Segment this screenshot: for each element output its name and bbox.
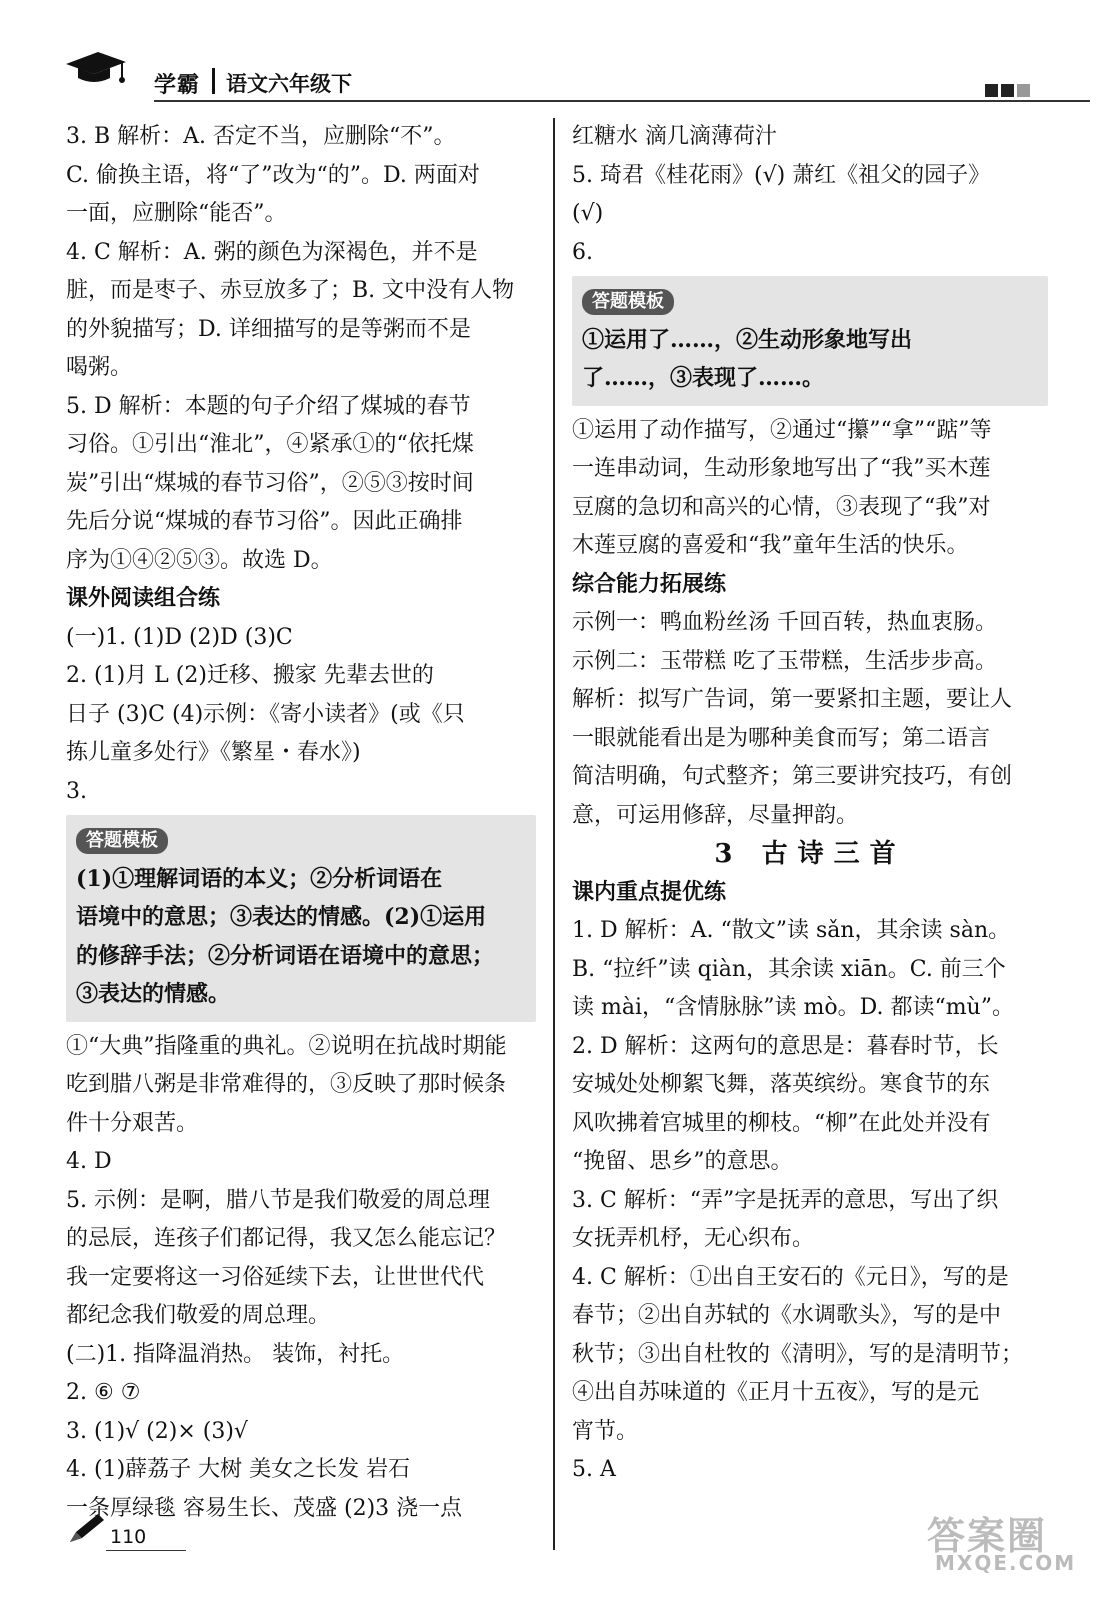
answer-block-b (66, 619, 536, 812)
text-line: 1. D 解析：A. “散文”读 sǎn，其余读 sàn。 (572, 918, 1011, 943)
text-line: “挽留、思乡”的意思。 (572, 1149, 793, 1174)
text-line: ④出自苏味道的《正月十五夜》，写的是元 (572, 1380, 980, 1405)
section-title: 课内重点提优练 (572, 879, 727, 905)
column-divider (553, 118, 555, 1550)
text-line: 解析：拟写广告词，第一要紧扣主题，要让人 (572, 687, 1013, 712)
text-line: 2. D 解析：这两句的意思是：暮春时节，长 (572, 1033, 999, 1059)
text-line: 的忌辰，连孩子们都记得，我又怎么能忘记？ (66, 1226, 507, 1251)
text-line: (√) (572, 201, 604, 226)
text-line: 一眼就能看出是为哪种美食而写；第二语言 (572, 725, 991, 751)
template-line: ①运用了……，②生动形象地写出 (582, 326, 913, 353)
text-line: 安城处处柳絮飞舞，落英缤纷。寒食节的东 (572, 1072, 991, 1097)
text-line: 风吹拂着宫城里的柳枝。“柳”在此处并没有 (572, 1110, 991, 1136)
text-line: 5. D 解析：本题的句子介绍了煤城的春节 (66, 393, 471, 419)
text-line: 红糖水 滴几滴薄荷汁 (572, 124, 777, 149)
text-line: 喝粥。 (66, 355, 133, 380)
answer-block-b (572, 412, 1048, 566)
template-line: ③表达的情感。 (76, 981, 231, 1007)
text-line: 脏，而是枣子、赤豆放多了；B. 文中没有人物 (66, 278, 515, 303)
template-line: (1)①理解词语的本义；②分析词语在 (76, 865, 443, 892)
text-line: 女抚弄机杼，无心织布。 (572, 1226, 815, 1251)
text-line: 5. A (572, 1457, 616, 1482)
answer-block-c (572, 604, 1048, 835)
text-line: (二)1. 指降温消热。 装饰，衬托。 (66, 1341, 405, 1367)
page-footer (66, 1512, 176, 1552)
text-line: 2. ⑥ ⑦ (66, 1380, 141, 1405)
watermark-logo: 答案圈 MXQE.COM (927, 1514, 1077, 1575)
text-line: 一连串动词，生动形象地写出了“我”买木莲 (572, 456, 991, 481)
left-column (66, 118, 536, 1528)
answer-block-c (66, 1028, 536, 1529)
text-line: 炭”引出“煤城的春节习俗”，②⑤③按时间 (66, 470, 474, 496)
section-title: 课外阅读组合练 (66, 586, 221, 611)
brand-logo: 学霸 (154, 73, 201, 98)
text-line: 4. C 解析：①出自王安石的《元日》，写的是 (572, 1264, 1009, 1290)
footer-rule (106, 1550, 186, 1551)
text-line: 日子 (3)C (4)示例：《寄小读者》(或《只 (66, 701, 465, 727)
answer-template-box (66, 815, 536, 1022)
text-line: 5. 琦君《桂花雨》(√) 萧红《祖父的园子》 (572, 162, 991, 188)
text-line: 春节；②出自苏轼的《水调歌头》，写的是中 (572, 1303, 1002, 1328)
text-line: 的外貌描写；D. 详细描写的是等粥而不是 (66, 316, 471, 342)
text-line: 意，可运用修辞，尽量押韵。 (572, 802, 859, 828)
text-line: 5. 示例：是啊，腊八节是我们敬爱的周总理 (66, 1187, 490, 1213)
answer-template-box (572, 276, 1048, 406)
template-line: 了……，③表现了……。 (582, 365, 825, 391)
text-line: 示例二：玉带糕 吃了玉带糕，生活步步高。 (572, 648, 997, 674)
text-line: (一)1. (1)D (2)D (3)C (66, 624, 293, 650)
text-line: 3. B 解析：A. 否定不当，应删除“不”。 (66, 124, 456, 149)
template-tag: 答题模板 (76, 828, 168, 854)
text-line: 我一定要将这一习俗延续下去，让世世代代 (66, 1264, 485, 1290)
answer-block-a (66, 118, 536, 580)
text-line: 6. (572, 239, 593, 265)
text-line: 序为①④②⑤③。故选 D。 (66, 547, 333, 573)
text-line: 一条厚绿毯 容易生长、茂盛 (2)3 浇一点 (66, 1495, 463, 1521)
text-line: 豆腐的急切和高兴的心情，③表现了“我”对 (572, 494, 991, 520)
text-line: 3. (66, 778, 87, 804)
template-line: 的修辞手法；②分析词语在语境中的意思； (76, 942, 495, 969)
text-line: 3. C 解析：“弄”字是抚弄的意思，写出了织 (572, 1187, 999, 1213)
text-line: 木莲豆腐的喜爱和“我”童年生活的快乐。 (572, 533, 969, 558)
text-line: 秋节；③出自杜牧的《清明》，写的是清明节； (572, 1341, 1024, 1367)
text-line: 4. (1)薜荔子 大树 美女之长发 岩石 (66, 1457, 411, 1482)
text-line: 先后分说“煤城的春节习俗”。因此正确排 (66, 509, 463, 534)
template-line: 语境中的意思；③表达的情感。(2)①运用 (76, 904, 487, 930)
page-number: 110 (110, 1526, 147, 1548)
text-line: 拣儿童多处行》《繁星・春水》) (66, 740, 361, 765)
chapter-title: 3 古诗三首 (714, 839, 906, 869)
right-column (572, 118, 1048, 1490)
text-line: 示例一：鸭血粉丝汤 千回百转，热血衷肠。 (572, 610, 997, 635)
text-line: ①“大典”指隆重的典礼。②说明在抗战时期能 (66, 1033, 507, 1059)
section-title: 综合能力拓展练 (572, 571, 727, 597)
answer-block-d (572, 912, 1048, 1490)
header-rule (154, 100, 1090, 102)
text-line: 4. D (66, 1149, 112, 1174)
text-line: C. 偷换主语，将“了”改为“的”。D. 两面对 (66, 162, 480, 188)
pencil-icon (66, 1512, 106, 1546)
text-line: ①运用了动作描写，②通过“攥”“拿”“踮”等 (572, 417, 992, 443)
text-line: 都纪念我们敬爱的周总理。 (66, 1303, 331, 1328)
text-line: 4. C 解析：A. 粥的颜色为深褐色，并不是 (66, 239, 478, 265)
text-line: 吃到腊八粥是非常难得的，③反映了那时候条 (66, 1072, 507, 1097)
template-tag: 答题模板 (582, 289, 674, 315)
header-squares-icon (985, 84, 1030, 97)
text-line: 习俗。①引出“淮北”，④紧承①的“依托煤 (66, 432, 474, 457)
text-line: B. “拉纤”读 qiàn，其余读 xiān。C. 前三个 (572, 956, 1006, 982)
answer-block-a (572, 118, 1048, 272)
text-line: 读 mài，“含情脉脉”读 mò。D. 都读“mù”。 (572, 995, 1014, 1020)
text-line: 件十分艰苦。 (66, 1110, 199, 1136)
header-divider (212, 68, 215, 94)
text-line: 宵节。 (572, 1418, 639, 1444)
text-line: 简洁明确，句式整齐；第三要讲究技巧，有创 (572, 764, 1013, 789)
text-line: 一面，应删除“能否”。 (66, 201, 287, 226)
text-line: 3. (1)√ (2)× (3)√ (66, 1418, 248, 1444)
text-line: 2. (1)月 L (2)迁移、搬家 先辈去世的 (66, 663, 434, 688)
subject-title: 语文六年级下 (226, 72, 352, 96)
page-header (60, 42, 1050, 102)
graduation-cap-icon (64, 48, 128, 88)
